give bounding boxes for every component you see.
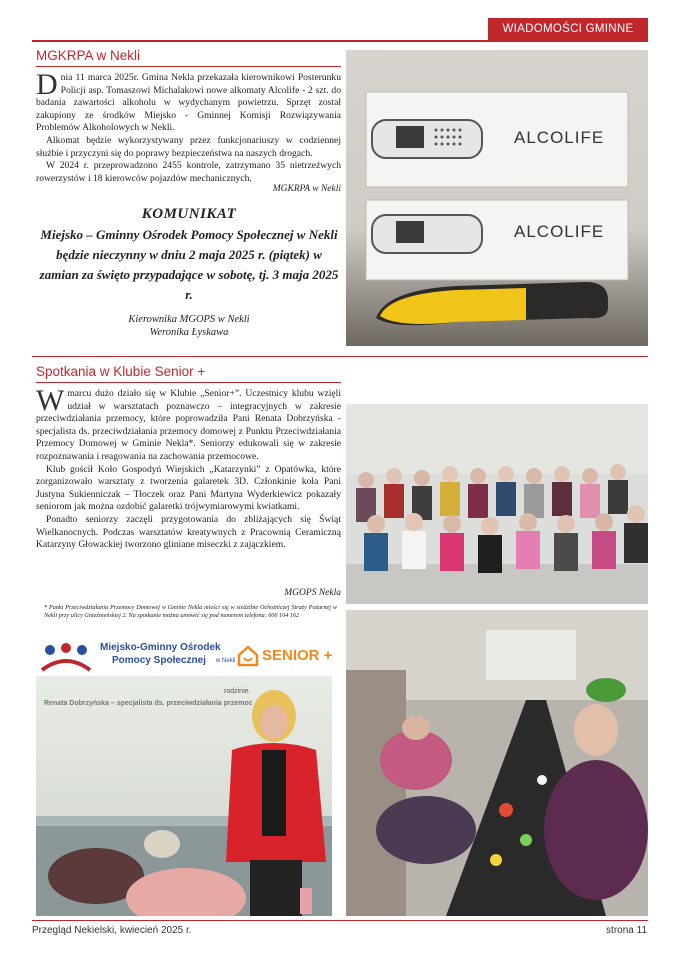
presenter-illustration [36, 676, 332, 916]
article2-signature: MGOPS Nekla [284, 588, 341, 598]
article2-footnote: * Punkt Przeciwdziałania Przemocy Domowej w Gminie Nekla mieści się w siedzibie Ochotniczej Straży Pożarnej w Nekli przy ulicy Gnieźnieńskiej 2. Na spotkanie można umówić się pod numerem telefonu: 606 104 162 [44, 604, 337, 619]
group-photo [346, 404, 648, 604]
komunikat-body: Miejsko – Gminny Ośrodek Pomocy Społecznej w Nekli będzie nieczynny w dniu 2 maja 2025 r. (piątek) w zamian za święto przypadające w sobotę, tj. 3 maja 2025 r. [39, 227, 339, 302]
article1-paragraph-1: nia 11 marca 2025r. Gmina Nekla przekazała kierownikowi Posterunku Policji asp. Tomaszowi Michalakowi nowe alkomaty Alcolife - 2 szt. do badania zawartości alkoholu w wydychanym powietrzu. Sprzęt został zakupiony ze środków Miejsko - Gminnej Komisji Rozwiązywania Problemów Alkoholowych w Nekli. [36, 72, 341, 134]
komunikat-title: KOMUNIKAT [141, 206, 237, 222]
mgops-logo-line2: Pomocy Społecznej [112, 655, 206, 666]
senior-logo-text: SENIOR + [262, 647, 333, 664]
article2-dropcap: W [36, 384, 65, 417]
alcolife-photo [346, 50, 648, 346]
alcolife-brand-top: ALCOLIFE [514, 128, 605, 147]
article2-paragraph-2: Klub gościł Koło Gospodyń Wiejskich „Katarzynki” z Opatówka, które zorganizowało warsztaty z tworzenia galaretek 3D. Członkinie koła Pani Justyna Sukienniczak – Tłoczek oraz Pani Martyna Wyderkiewicz pokazały seniorom jak można ozdobić galaretki trójwymiarowymi kwiatkami. [36, 463, 341, 513]
footer-publication: Przegląd Nekielski, kwiecień 2025 r. [32, 925, 192, 936]
logos-row [40, 640, 340, 674]
header-rule [32, 40, 648, 42]
komunikat-sign-1: Kierownika MGOPS w Nekli [128, 314, 250, 325]
article2-paragraph-3: Ponadto seniorzy zaczęli przygotowania do zbliżających się Świąt Wielkanocnych. Podczas warsztatów kreatywnych z Pracownią Ceramiczną Katarzyny Głowackiej tworzono gliniane miseczki z zajączkiem. [36, 513, 341, 551]
article1-signature: MGKRPA w Nekli [272, 184, 341, 194]
article1-underline [36, 66, 341, 67]
footer-page-number: strona 11 [606, 925, 647, 936]
senior-house-icon [236, 644, 260, 668]
workshop-photo-illustration [346, 610, 648, 916]
workshop-photo [346, 610, 648, 916]
article2-underline [36, 382, 341, 383]
article1-paragraph-3: W 2024 r. przeprowadzono 2455 kontrole, zatrzymano 35 nietrzeźwych rowerzystów i 18 kierowców pojazdów mechanicznych. [36, 160, 341, 184]
footer-rule [32, 920, 648, 921]
section-divider [32, 356, 648, 357]
screen-text-line1: rodzinie. [224, 688, 251, 695]
mgops-logo-small: w Nekli [216, 658, 236, 664]
article1-title: MGKRPA w Nekli [36, 48, 141, 63]
article2-body [36, 384, 341, 552]
screen-text-line2: Renata Dobrzyńska – specjalista ds. przeciwdziałania przemoc [44, 700, 253, 707]
article2-title: Spotkania w Klubie Senior + [36, 364, 206, 379]
mgops-logo-icon [40, 642, 92, 672]
alcolife-illustration [346, 50, 648, 346]
komunikat-sign-2: Weronika Łyskawa [149, 327, 229, 338]
article1-body [36, 68, 341, 185]
alcolife-brand-bottom: ALCOLIFE [514, 222, 605, 241]
group-photo-illustration [346, 404, 648, 604]
section-label: WIADOMOŚCI GMINNE [488, 18, 648, 40]
mgops-logo-line1: Miejsko-Gminny Ośrodek [100, 642, 221, 653]
presenter-photo [36, 676, 332, 916]
article1-paragraph-2: Alkomat będzie wykorzystywany przez funkcjonariuszy w codziennej służbie i przyczyni się do poprawy bezpieczeństwa na naszych drogach. [36, 134, 341, 159]
article1-dropcap: D [36, 68, 58, 101]
article2-paragraph-1: marcu dużo działo się w Klubie „Senior+”. Uczestnicy klubu wzięli udział w warsztatach poznawczo – integracyjnych w zakresie przeciwdziałania przemocy, które poprowadziła Pani Renata Dobrzyńska - specjalista ds. przeciwdziałania przemocy domowej z Punktu Przeciwdziałania Przemocy Domowej w Gminie Nekla*. Seniorzy edukowali się w zakresie rozpoznawania i reagowania na zachowania przemocowe. [36, 388, 341, 462]
komunikat-box [38, 206, 340, 339]
